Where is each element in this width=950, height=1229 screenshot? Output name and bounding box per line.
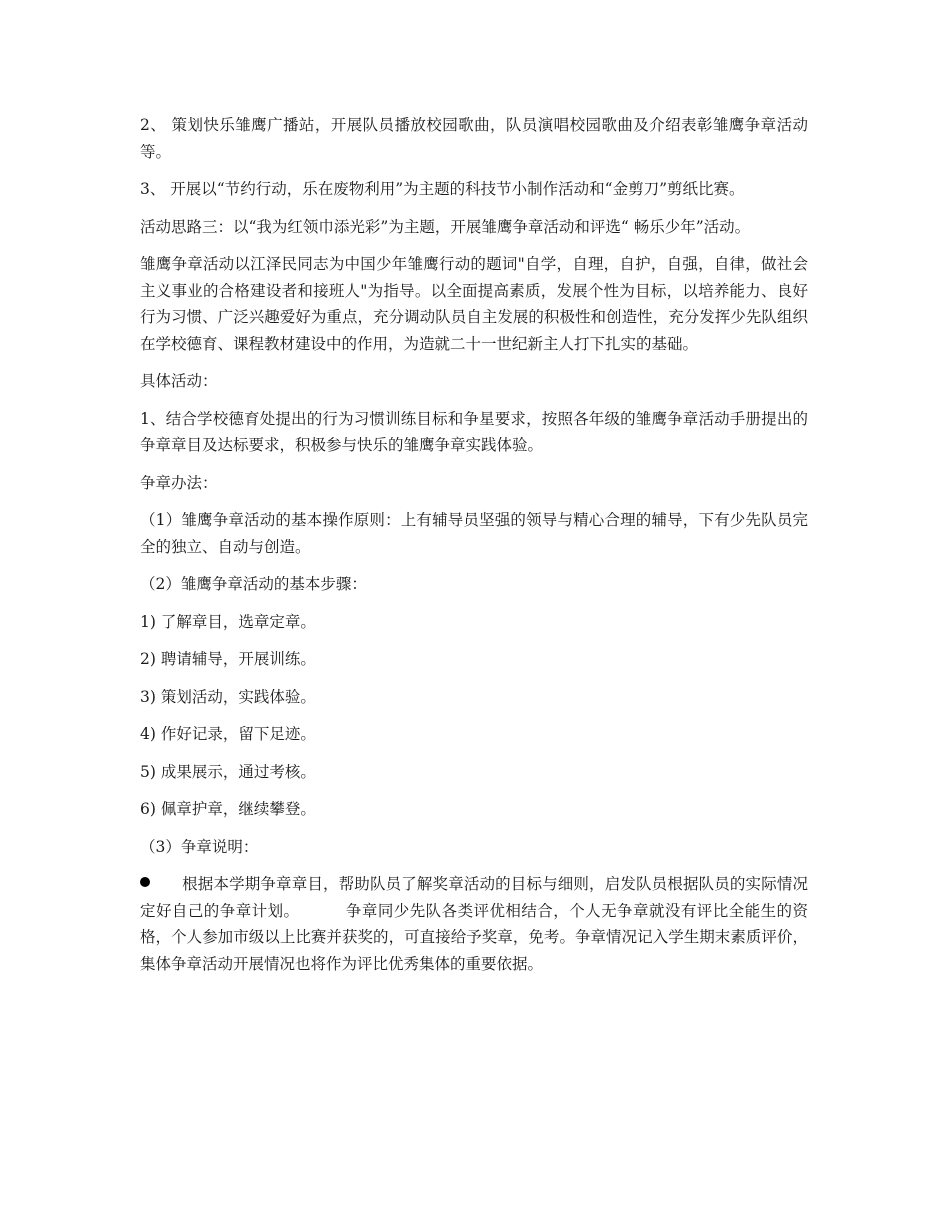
heading-badge-method: 争章办法： [140, 473, 218, 492]
step-item-3: 3) 策划活动，实践体验。 [140, 687, 316, 706]
step-item-2: 2) 聘请辅导，开展训练。 [140, 650, 316, 668]
heading-specific-activities: 具体活动： [140, 372, 218, 390]
step-item-4: 4) 作好记录，留下足迹。 [140, 725, 316, 743]
paragraph-eagle-badge-intro: 雏鹰争章活动以江泽民同志为中国少年雏鹰行动的题词"自学，自理，自护，自强，自律，做社会主义事业的合格建设者和接班人"为指导。以全面提高素质，发展个性为目标，以培养能力、良好行为习惯、广泛兴趣爱好为重点，充分调动队员自主发展的积极性和创造性，充分发挥少先队组织在学校德育、课程教材建设中的作用，为造就二十一世纪新主人打下扎实的基础。 [140, 255, 808, 353]
step-item-6: 6) 佩章护章，继续攀登。 [140, 800, 316, 818]
paragraph-broadcast-station: 2、 策划快乐雏鹰广播站，开展队员播放校园歌曲，队员演唱校园歌曲及介绍表彰雏鹰争章活动等。 [140, 116, 808, 161]
bullet-text-part1: 根据本学期争章章目，帮助队员了解奖章活动的目标与细则，启发队员根据队员的实际情况定好自己的争章计划。 [140, 875, 808, 920]
paragraph-tech-festival: 3、 开展以“节约行动，乐在废物利用”为主题的科技节小制作活动和“金剪刀”剪纸比赛。 [140, 180, 745, 198]
bullet-text-part2: 争章同少先队各类评优相结合，个人无争章就没有评比全能生的资格，个人参加市级以上比赛并获奖的，可直接给予奖章，免考。争章情况记入学生期末素质评价，集体争章活动开展情况也将作为评比优秀集体的重要依据。 [140, 901, 808, 973]
bullet-icon [140, 877, 150, 887]
bullet-paragraph-badge-notes [140, 871, 808, 977]
heading-basic-steps: （2）雏鹰争章活动的基本步骤： [140, 575, 367, 593]
document-page [140, 112, 808, 988]
paragraph-activity-one: 1、结合学校德育处提出的行为习惯训练目标和争星要求，按照各年级的雏鹰争章活动手册提出的争章章目及达标要求，积极参与快乐的雏鹰争章实践体验。 [140, 409, 808, 454]
paragraph-operating-principle: （1）雏鹰争章活动的基本操作原则：上有辅导员坚强的领导与精心合理的辅导，下有少先队员完全的独立、自动与创造。 [140, 511, 808, 556]
paragraph-activity-idea-three: 活动思路三：以“我为红领巾添光彩”为主题，开展雏鹰争章活动和评选“ 畅乐少年”活动。 [140, 217, 751, 236]
step-item-5: 5) 成果展示，通过考核。 [140, 762, 316, 781]
step-item-1: 1) 了解章目，选章定章。 [140, 612, 316, 631]
heading-badge-notes: （3）争章说明： [140, 837, 259, 856]
